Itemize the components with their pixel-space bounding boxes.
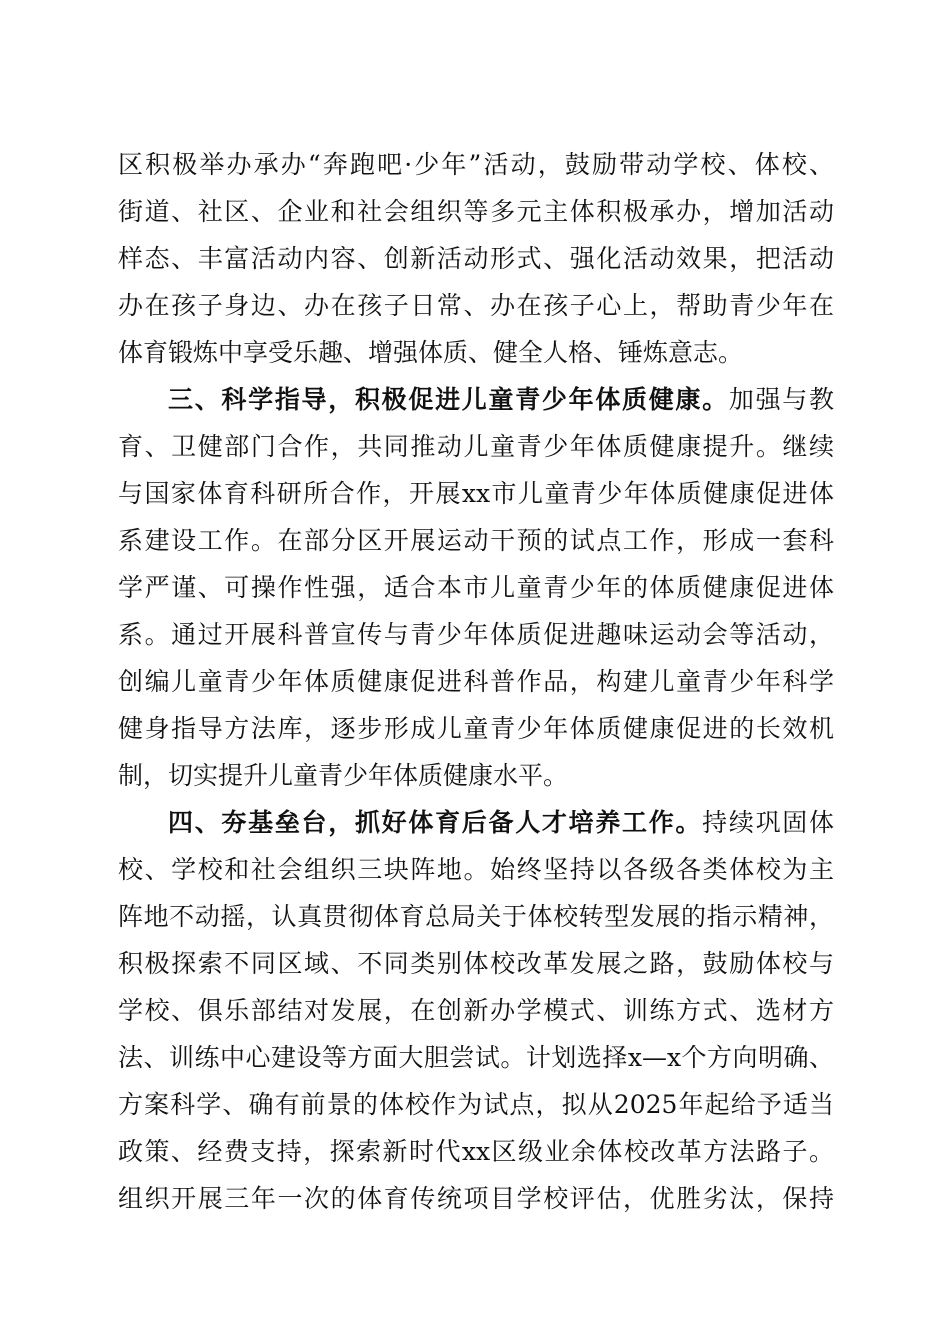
paragraph-line: 系。通过开展科普宣传与青少年体质促进趣味运动会等活动， [118, 620, 834, 649]
paragraph-line: 制，切实提升儿童青少年体质健康水平。 [118, 761, 569, 790]
paragraph-line: 区积极举办承办“奔跑吧·少年”活动，鼓励带动学校、体校、 [118, 150, 834, 179]
section-3-first-line [168, 376, 834, 424]
paragraph-line: 阵地不动摇，认真贯彻体育总局关于体校转型发展的指示精神， [118, 902, 834, 931]
paragraph-line: 积极探索不同区域、不同类别体校改革发展之路，鼓励体校与 [118, 949, 834, 978]
paragraph-line: 校、学校和社会组织三块阵地。始终坚持以各级各类体校为主 [118, 855, 834, 884]
section-4-heading: 四、夯基垒台，抓好体育后备人才培养工作。 [168, 808, 703, 837]
paragraph-line: 学严谨、可操作性强，适合本市儿童青少年的体质健康促进体 [118, 573, 834, 602]
paragraph-line: 与国家体育科研所合作，开展xx市儿童青少年体质健康促进体 [118, 479, 834, 508]
section-4-first-line [168, 799, 834, 847]
paragraph-line: 组织开展三年一次的体育传统项目学校评估，优胜劣汰，保持 [118, 1184, 834, 1213]
paragraph-line: 系建设工作。在部分区开展运动干预的试点工作，形成一套科 [118, 526, 834, 555]
paragraph-line: 创编儿童青少年体质健康促进科普作品，构建儿童青少年科学 [118, 667, 834, 696]
paragraph-line: 街道、社区、企业和社会组织等多元主体积极承办，增加活动 [118, 197, 834, 226]
section-3-heading: 三、科学指导，积极促进儿童青少年体质健康。 [168, 385, 729, 414]
section-4-first-line-text: 持续巩固体 [702, 808, 834, 837]
paragraph-line: 政策、经费支持，探索新时代xx区级业余体校改革方法路子。 [118, 1137, 834, 1166]
paragraph-line: 学校、俱乐部结对发展，在创新办学模式、训练方式、选材方 [118, 996, 834, 1025]
paragraph-line: 体育锻炼中享受乐趣、增强体质、健全人格、锤炼意志。 [118, 338, 744, 367]
section-3-first-line-text: 加强与教 [728, 385, 834, 414]
paragraph-line: 方案科学、确有前景的体校作为试点，拟从2025年起给予适当 [118, 1090, 834, 1119]
paragraph-line: 法、训练中心建设等方面大胆尝试。计划选择x—x个方向明确、 [118, 1043, 834, 1072]
paragraph-line: 育、卫健部门合作，共同推动儿童青少年体质健康提升。继续 [118, 432, 834, 461]
paragraph-line: 健身指导方法库，逐步形成儿童青少年体质健康促进的长效机 [118, 714, 834, 743]
paragraph-line: 办在孩子身边、办在孩子日常、办在孩子心上，帮助青少年在 [118, 291, 834, 320]
paragraph-line: 样态、丰富活动内容、创新活动形式、强化活动效果，把活动 [118, 244, 834, 273]
